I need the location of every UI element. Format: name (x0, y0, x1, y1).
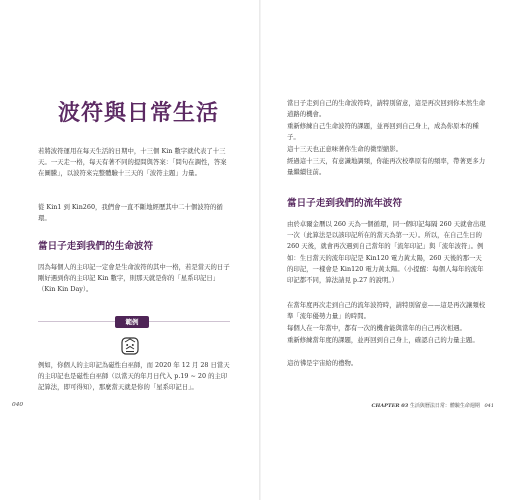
running-title: 生活與曆法日常：體驗生命週期 (409, 403, 480, 409)
right-paragraph-8: 重新修練當年度的課題，並再回到自己身上，確認自己的力量主題。 (287, 336, 479, 344)
chapter-title: 波符與日常生活 (58, 100, 220, 126)
page-number-left: 040 (12, 402, 24, 408)
right-paragraph-1: 當日子走到自己的生命波符時，請特別留意，這是再次回到你本然生命道路的機會。 (287, 99, 486, 119)
running-chapter: CHAPTER 03 (371, 403, 409, 409)
right-paragraph-5: 由於卓爾金曆以 260 天為一個循環，同一個印記每隔 260 天就會出現一次（此算法是以該印記所在的當天為第一天）。所以，在自己生日的 260 天後，就會再次遇到自己當年的「流年印記」與「流年波符」。例如：生日當天的流年印記是 Kin120 電力黃太陽，260 天後的那一天的印記，一樣會是 Kin120 電力黃太陽。（小提醒：每個人每年的流年印記都不同，算法請見 p.27 的說明。） (287, 220, 486, 285)
right-paragraph-6: 在當年度再次走到自己的流年波符時，請特別留意——這是再次讓頻校準「流年優勢力量」的時間。 (287, 301, 486, 321)
right-paragraph-3: 這十三天也正意味著你生命的微型縮影。 (287, 145, 403, 153)
section-heading-life-wave: 當日子走到我們的生命波符 (38, 241, 154, 252)
section-body-life-wave: 因為每個人的主印記一定會是生命波符的其中一格，若是當天的日子剛好遇到你的主印記 Kin 數字，則那天就是你的「星系印記日」（Kin Kin Day）。 (38, 263, 230, 294)
right-paragraph-4: 經過這十三天，有意識地調頻，你能再次校準原有的頻率，帶著更多力量繼續往前。 (287, 157, 486, 177)
right-paragraph-9: 這彷彿是宇宙給的禮物。 (287, 359, 358, 367)
right-paragraph-2: 重新修練自己生命波符的課題，並再回到自己身上，成為你原本的種子。 (287, 122, 479, 142)
example-body: 例如，你個人的主印記為磁性白巫師，而 2020 年 12 月 28 日當天的主印記也是磁性白巫師（以當天的年月日代入 p.19 ~ 20 的主印記算法，即可得知），那麼當天就是你的「星系印記日」。 (38, 361, 230, 392)
running-header (372, 402, 494, 409)
wizard-glyph-icon (120, 336, 140, 356)
page-number-right: 041 (484, 403, 494, 409)
intro-paragraph-2: 從 Kin1 到 Kin260，我們會一直不斷地經歷其中二十個波符的循環。 (38, 203, 223, 223)
example-badge-label: 範例 (125, 318, 139, 326)
example-badge (115, 316, 149, 328)
left-page (0, 0, 259, 500)
intro-paragraph: 若將波符運用在每天生活的日期中，十三個 Kin 數字就代表了十三天。一天走一格，每天有著不同的提問與答案：「問句在調性，答案在圖騰」，以波符來完整體驗十三天的「波符主題」力量。 (38, 147, 227, 178)
right-page (261, 0, 520, 500)
section-heading-annual-wave: 當日子走到我們的流年波符 (287, 198, 403, 209)
right-paragraph-7: 每個人在一年當中，都有一次的機會能與當年的自己再次相遇。 (287, 324, 466, 332)
